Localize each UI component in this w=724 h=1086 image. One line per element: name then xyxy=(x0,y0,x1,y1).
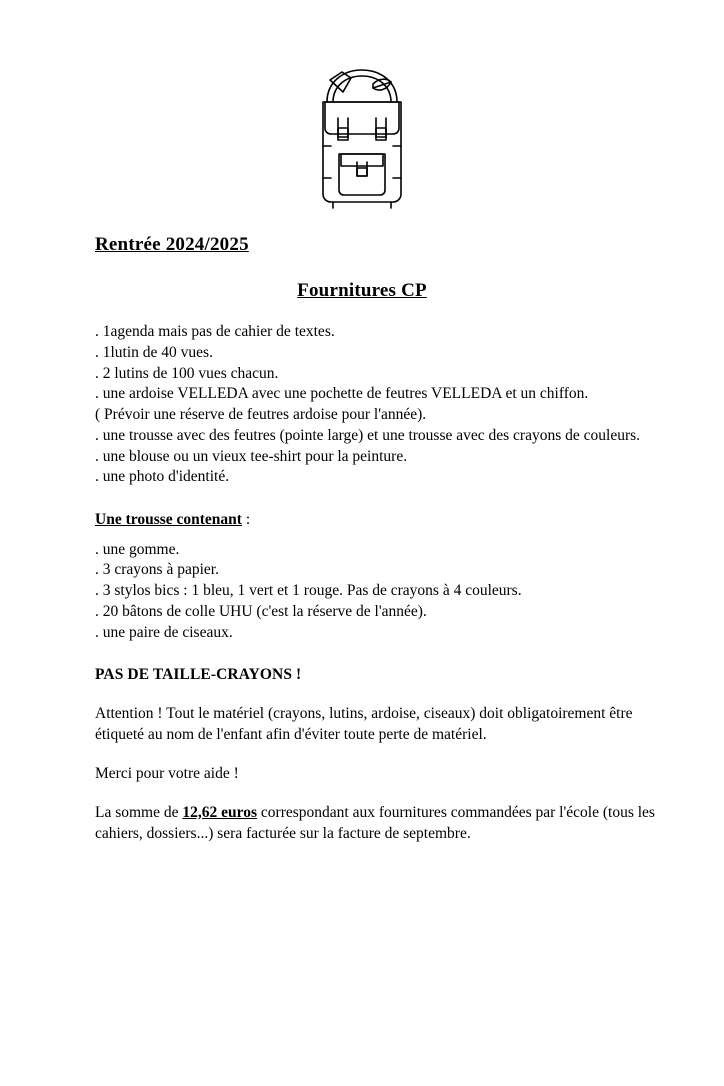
list-item: . 20 bâtons de colle UHU (c'est la réserve de l'année). xyxy=(95,602,427,620)
payment-prefix: La somme de xyxy=(95,803,183,821)
illustration-container xyxy=(0,62,724,212)
warning-no-sharpeners: PAS DE TAILLE-CRAYONS ! xyxy=(95,666,302,684)
document-body xyxy=(95,322,656,844)
heading-left-wrap xyxy=(0,212,724,256)
list-item: . une photo d'identité. xyxy=(95,468,230,486)
backpack-icon xyxy=(307,62,417,212)
pencilcase-heading-colon: : xyxy=(241,511,251,529)
list-item: . une paire de ciseaux. xyxy=(95,623,233,641)
list-item: ( Prévoir une réserve de feutres ardoise pour l'année). xyxy=(95,406,427,424)
list-item: . une trousse avec des feutres (pointe large) et une trousse avec des crayons de couleurs. xyxy=(95,426,641,444)
supplies-list xyxy=(95,322,656,488)
list-item: . 3 stylos bics : 1 bleu, 1 vert et 1 rouge. Pas de crayons à 4 couleurs. xyxy=(95,582,522,600)
page-title-rentree: Rentrée 2024/2025 xyxy=(95,234,249,255)
pencilcase-list xyxy=(95,540,656,644)
payment-amount: 12,62 euros xyxy=(182,803,258,821)
list-item: . une blouse ou un vieux tee-shirt pour la peinture. xyxy=(95,447,408,465)
list-item: . 3 crayons à papier. xyxy=(95,561,219,579)
attention-paragraph: Attention ! Tout le matériel (crayons, lutins, ardoise, ciseaux) doit obligatoirement être étiqueté au nom de l'enfant afin d'éviter toute perte de matériel. xyxy=(95,704,633,743)
list-item: . 1agenda mais pas de cahier de textes. xyxy=(95,323,335,340)
list-item: . 2 lutins de 100 vues chacun. xyxy=(95,364,279,382)
pencilcase-heading-label: Une trousse contenant xyxy=(95,511,242,529)
thanks-paragraph: Merci pour votre aide ! xyxy=(95,764,239,782)
payment-suffix: correspondant aux fournitures commandées par l'école (tous les cahiers, dossiers...) sera facturée sur la facture de septembre. xyxy=(95,803,655,842)
list-item: . une gomme. xyxy=(95,540,180,558)
pencilcase-heading xyxy=(95,510,656,530)
document-page xyxy=(0,62,724,1086)
list-item: . une ardoise VELLEDA avec une pochette de feutres VELLEDA et un chiffon. xyxy=(95,385,589,403)
page-title-fournitures: Fournitures CP xyxy=(297,280,427,301)
list-item: . 1lutin de 40 vues. xyxy=(95,343,213,361)
payment-paragraph xyxy=(95,803,656,845)
